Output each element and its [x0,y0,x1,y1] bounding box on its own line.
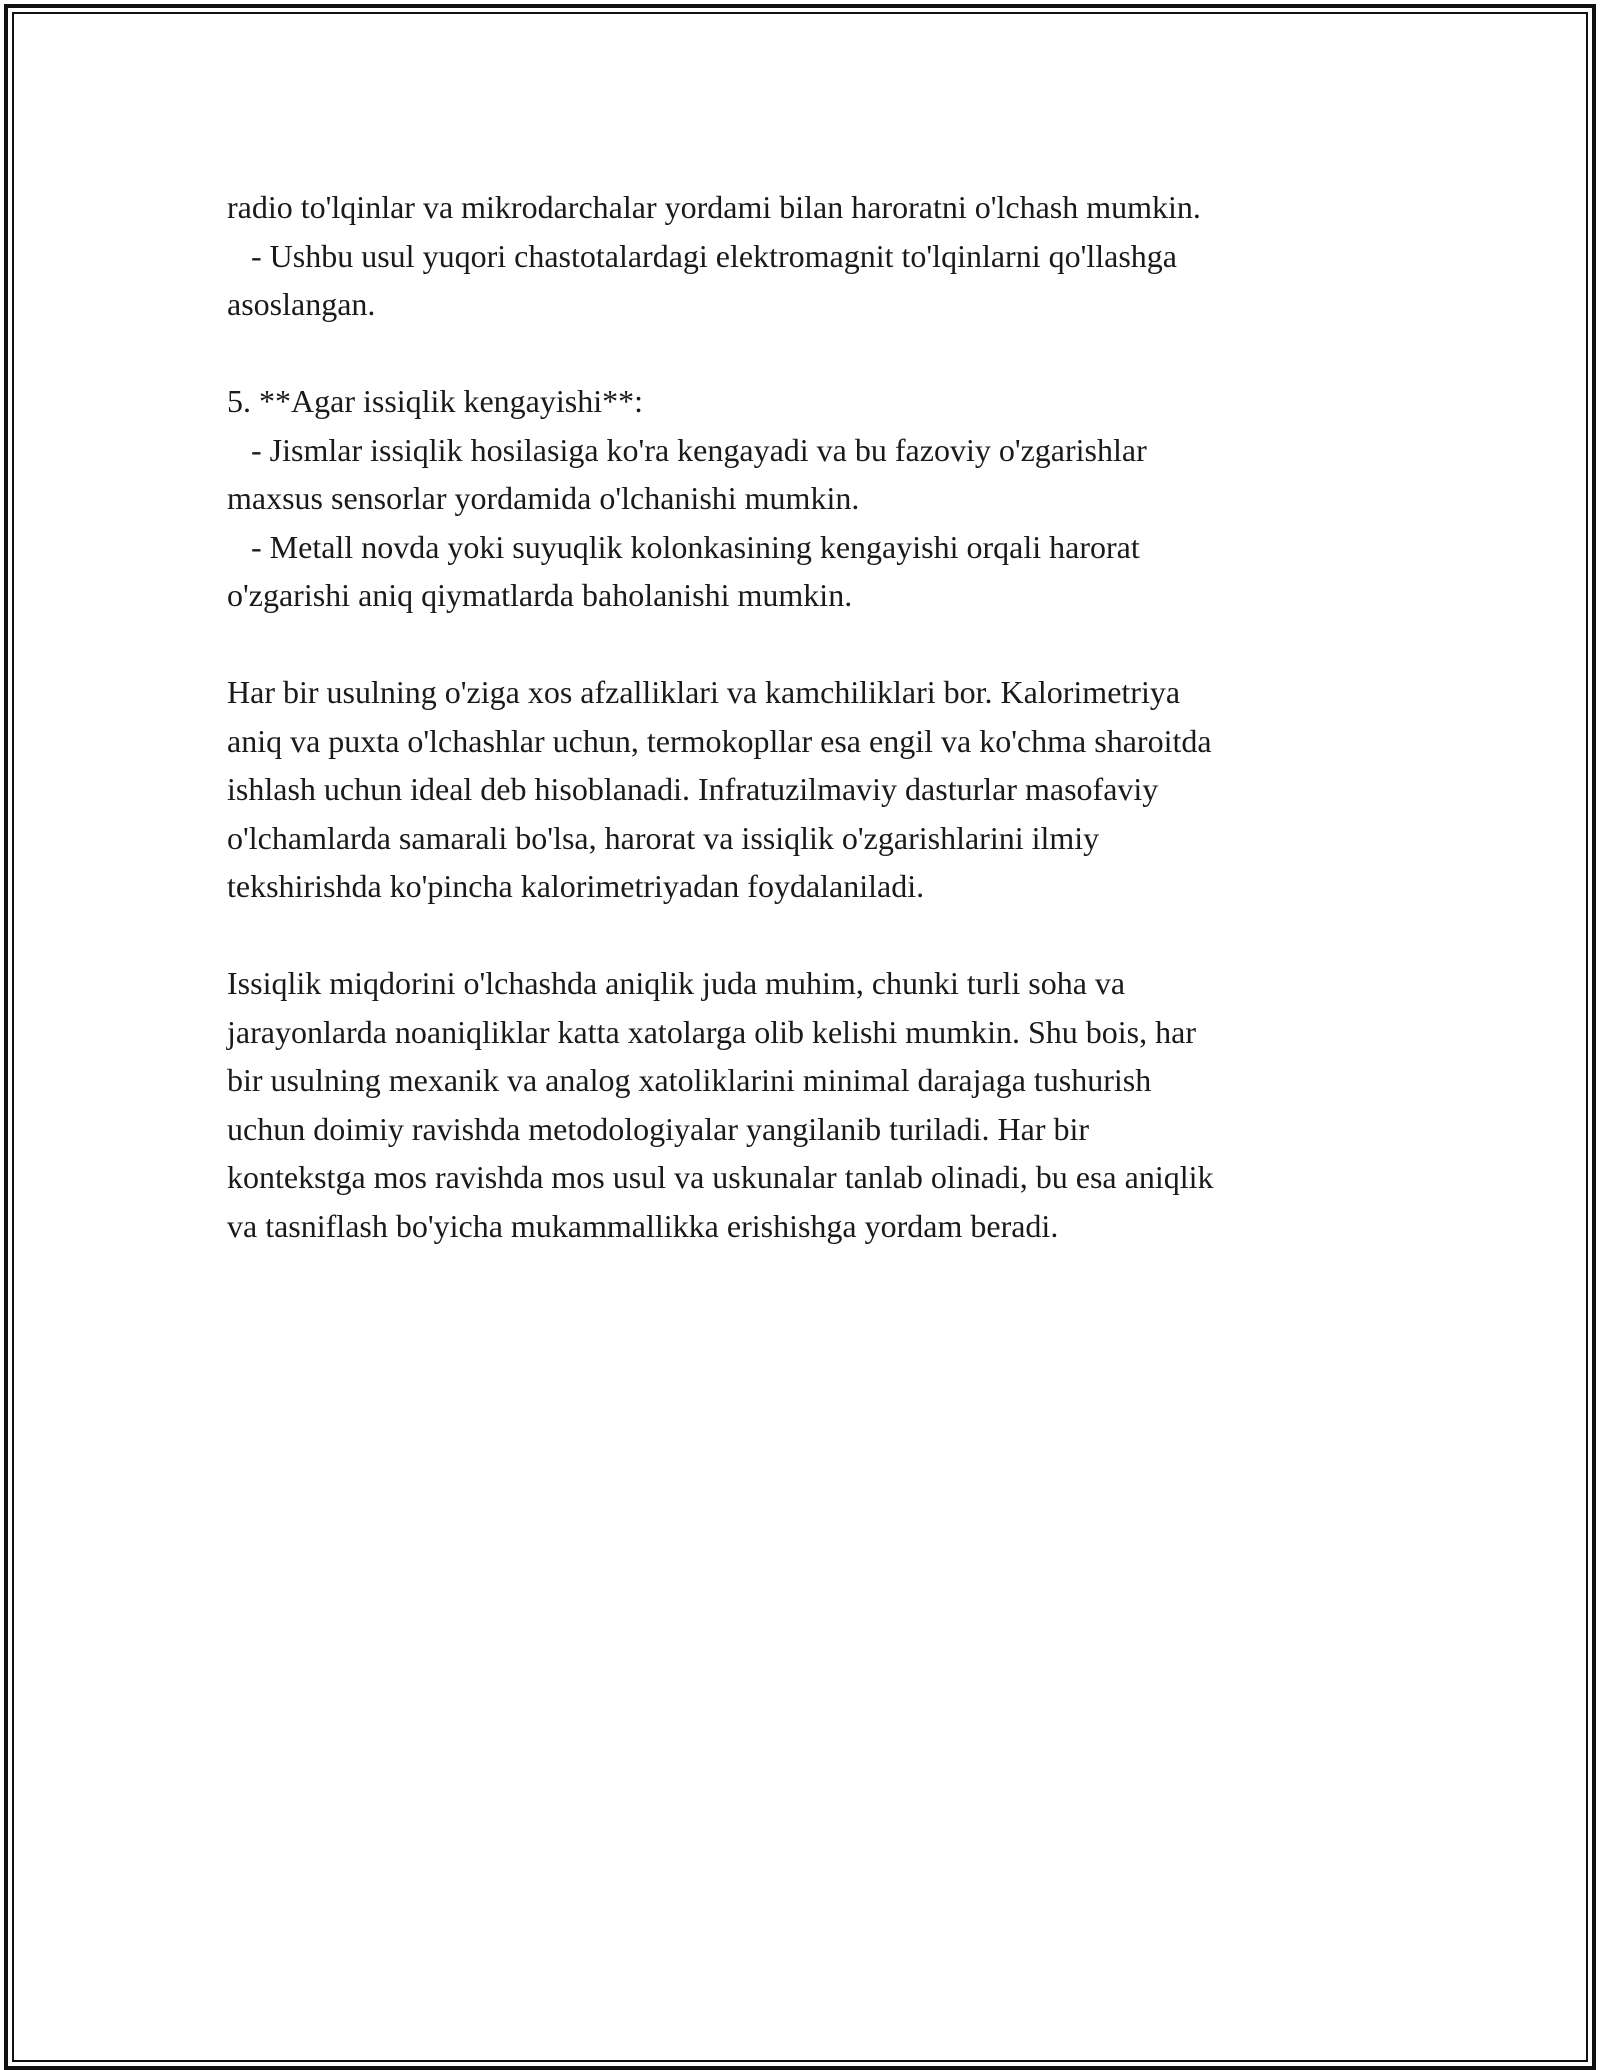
text-line: asoslangan. [227,286,376,322]
text-line: tekshirishda ko'pincha kalorimetriyadan foydalaniladi. [227,868,925,904]
list-heading: 5. **Agar issiqlik kengayishi**: [227,383,643,419]
text-line: radio to'lqinlar va mikrodarchalar yordami bilan haroratni o'lchash mumkin. [227,189,1201,225]
text-line: bir usulning mexanik va analog xatoliklarini minimal darajaga tushurish [227,1062,1152,1098]
paragraph-gap [227,329,1387,378]
document-body [227,183,1387,1250]
paragraph-gap [227,911,1387,960]
text-line: o'zgarishi aniq qiymatlarda baholanishi mumkin. [227,577,853,613]
text-line: ishlash uchun ideal deb hisoblanadi. Infratuzilmaviy dasturlar masofaviy [227,771,1159,807]
text-line: Har bir usulning o'ziga xos afzalliklari va kamchiliklari bor. Kalorimetriya [227,674,1181,710]
text-line: jarayonlarda noaniqliklar katta xatolarga olib kelishi mumkin. Shu bois, har [227,1013,1196,1050]
text-line: kontekstga mos ravishda mos usul va uskunalar tanlab olinadi, bu esa aniqlik [227,1159,1214,1195]
text-line: - Ushbu usul yuqori chastotalardagi elektromagnit to'lqinlarni qo'llashga [227,237,1177,274]
text-line: - Metall novda yoki suyuqlik kolonkasining kengayishi orqali harorat [227,528,1140,565]
paragraph-gap [227,620,1387,669]
text-line: maxsus sensorlar yordamida o'lchanishi mumkin. [227,480,860,516]
text-line: va tasniflash bo'yicha mukammallikka erishishga yordam beradi. [227,1207,1059,1244]
text-line: aniq va puxta o'lchashlar uchun, termokopllar esa engil va ko'chma sharoitda [227,722,1212,759]
text-line: Issiqlik miqdorini o'lchashda aniqlik juda muhim, chunki turli soha va [227,965,1126,1001]
text-line: uchun doimiy ravishda metodologiyalar yangilanib turiladi. Har bir [227,1110,1090,1147]
text-line: o'lchamlarda samarali bo'lsa, harorat va issiqlik o'zgarishlarini ilmiy [227,819,1100,856]
text-line: - Jismlar issiqlik hosilasiga ko'ra kengayadi va bu fazoviy o'zgarishlar [227,431,1147,468]
